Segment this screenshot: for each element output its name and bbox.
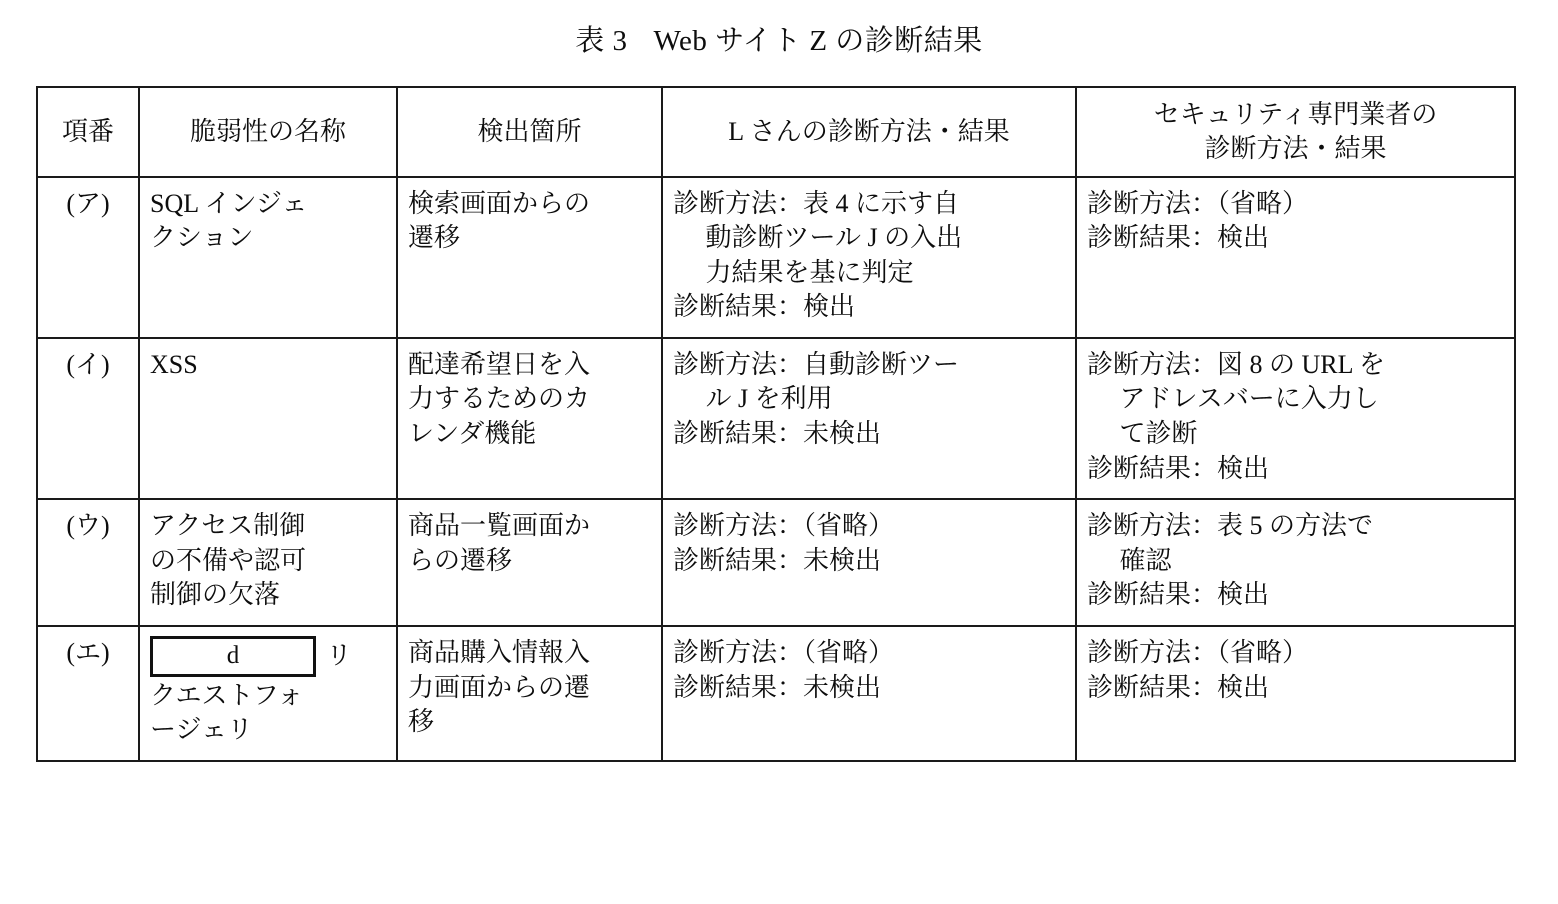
text-line: アドレスバーに入力し [1119,384,1379,414]
text-line: 配達希望日を入 [408,349,591,379]
text-line: 診断方法：（省略） [1087,637,1309,667]
text-line: 力画面からの遷 [408,672,591,702]
text-line: 制御の欠落 [150,580,281,610]
vendor-method-result [1076,499,1515,626]
text-line: クエストフォ [150,680,304,710]
table-header-row [37,87,1515,177]
text-line: クション [150,223,254,253]
text-line: 診断結果：検出 [673,292,856,322]
text-line: 診断方法：自動診断ツー [673,349,960,379]
detection-location [397,626,662,761]
text-line: 診断方法：（省略） [673,637,895,667]
row-number: (イ) [37,338,139,499]
vulnerability-name [139,499,397,626]
diagnosis-result-table [36,86,1516,762]
column-header-vendor-line2: 診断方法・結果 [1204,133,1387,163]
text-line: レンダ機能 [408,419,537,449]
text-line: の不備や認可 [150,545,307,575]
text-line: 診断方法：（省略） [673,511,895,541]
row-number: (ウ) [37,499,139,626]
l-method-result [662,499,1076,626]
vendor-method-result [1076,177,1515,338]
text-line: リ [326,641,353,671]
text-line: 遷移 [408,223,461,253]
text-line: 検索画面からの [408,188,591,218]
text-line: 確認 [1119,545,1172,575]
detection-location [397,499,662,626]
column-header-vulnerability-name: 脆弱性の名称 [139,87,397,177]
vulnerability-name [139,177,397,338]
table-caption [0,18,1558,59]
vendor-method-result [1076,626,1515,761]
detection-location [397,177,662,338]
text-line: XSS [150,349,198,379]
row-number: (エ) [37,626,139,761]
blank-answer-row [150,636,386,677]
text-line: 動診断ツール J の入出 [705,223,963,253]
text-line: 診断結果：検出 [1087,672,1270,702]
vulnerability-name [139,338,397,499]
text-line: 診断結果：未検出 [673,672,882,702]
text-line: 診断方法：表 5 の方法で [1087,511,1374,541]
vendor-method-result [1076,338,1515,499]
l-method-result [662,338,1076,499]
column-header-vendor-method-result [1076,87,1515,177]
text-line: SQL インジェ [150,188,308,218]
text-line: らの遷移 [408,545,513,575]
text-line: 力結果を基に判定 [705,257,914,287]
text-line: 移 [408,707,435,737]
text-line: 診断結果：検出 [1087,580,1270,610]
text-line: ージェリ [150,715,253,745]
table-row [37,499,1515,626]
table-row [37,177,1515,338]
text-line: 診断結果：検出 [1087,453,1270,483]
column-header-l-method-result: L さんの診断方法・結果 [662,87,1076,177]
text-line: 診断方法：図 8 の URL を [1087,349,1386,379]
table-row [37,626,1515,761]
text-line: ル J を利用 [705,384,833,414]
column-header-vendor-line1: セキュリティ専門業者の [1153,100,1438,129]
column-header-item-number: 項番 [37,87,139,177]
caption-title: Web サイト Z の診断結果 [653,25,983,57]
text-line: 商品購入情報入 [408,637,591,667]
l-method-result [662,626,1076,761]
vulnerability-name [139,626,397,761]
detection-location [397,338,662,499]
blank-answer-box-d[interactable]: d [150,636,316,677]
text-line: アクセス制御 [150,511,306,541]
text-line: 商品一覧画面か [408,511,591,541]
row-number: (ア) [37,177,139,338]
text-line: 診断結果：検出 [1087,223,1270,253]
text-line: て診断 [1119,419,1198,449]
table-row [37,338,1515,499]
text-line: 診断結果：未検出 [673,419,882,449]
text-line: 診断方法：表 4 に示す自 [673,188,960,218]
text-line: 診断結果：未検出 [673,545,882,575]
column-header-detection-location: 検出箇所 [397,87,662,177]
l-method-result [662,177,1076,338]
caption-prefix: 表 3 [575,25,628,57]
text-line: 力するためのカ [408,384,591,414]
text-line: 診断方法：（省略） [1087,188,1309,218]
